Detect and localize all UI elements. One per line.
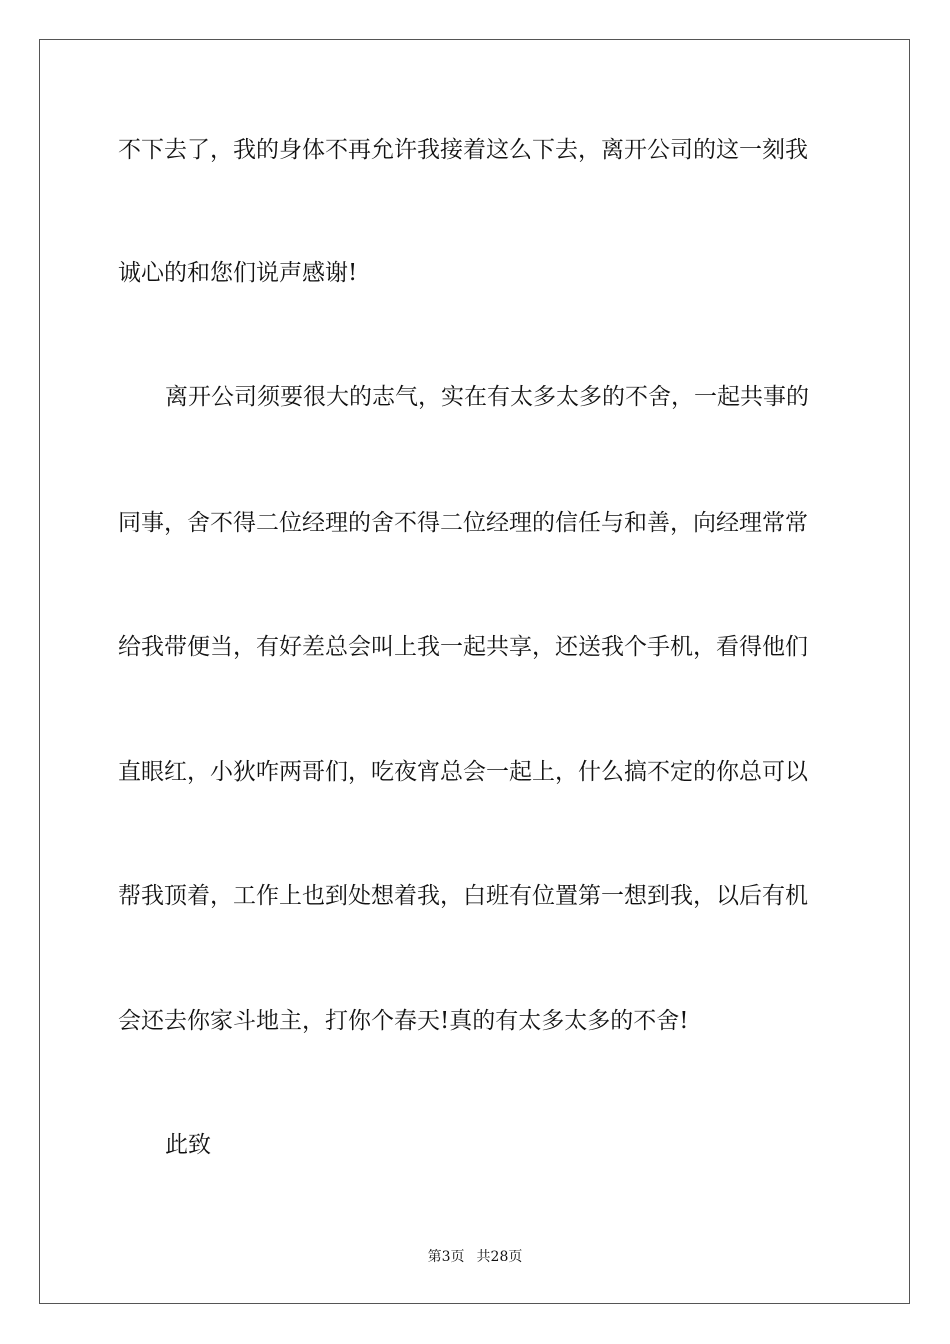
text-line: 诚心的和您们说声感谢! (118, 260, 358, 286)
text-line: 直眼红，小狄咋两哥们，吃夜宵总会一起上，什么搞不定的你总可以 (118, 759, 808, 785)
text-line: 帮我顶着，工作上也到处想着我，白班有位置第一想到我，以后有机 (118, 883, 808, 909)
page-border (39, 39, 910, 1304)
text-line: 给我带便当，有好差总会叫上我一起共享，还送我个手机，看得他们 (118, 634, 808, 660)
text-line: 会还去你家斗地主，打你个春天!真的有太多太多的不舍! (118, 1008, 689, 1034)
closing-salutation: 此致 (165, 1132, 211, 1158)
text-line: 不下去了，我的身体不再允许我接着这么下去，离开公司的这一刻我 (118, 137, 808, 163)
page-footer (0, 1248, 950, 1266)
paragraph-first-line: 离开公司须要很大的志气，实在有太多太多的不舍，一起共事的 (165, 384, 809, 410)
text-line: 同事，舍不得二位经理的舍不得二位经理的信任与和善，向经理常常 (118, 510, 808, 536)
page-number-total: 共28页 (476, 1249, 523, 1265)
page-number-current: 第3页 (427, 1249, 465, 1265)
